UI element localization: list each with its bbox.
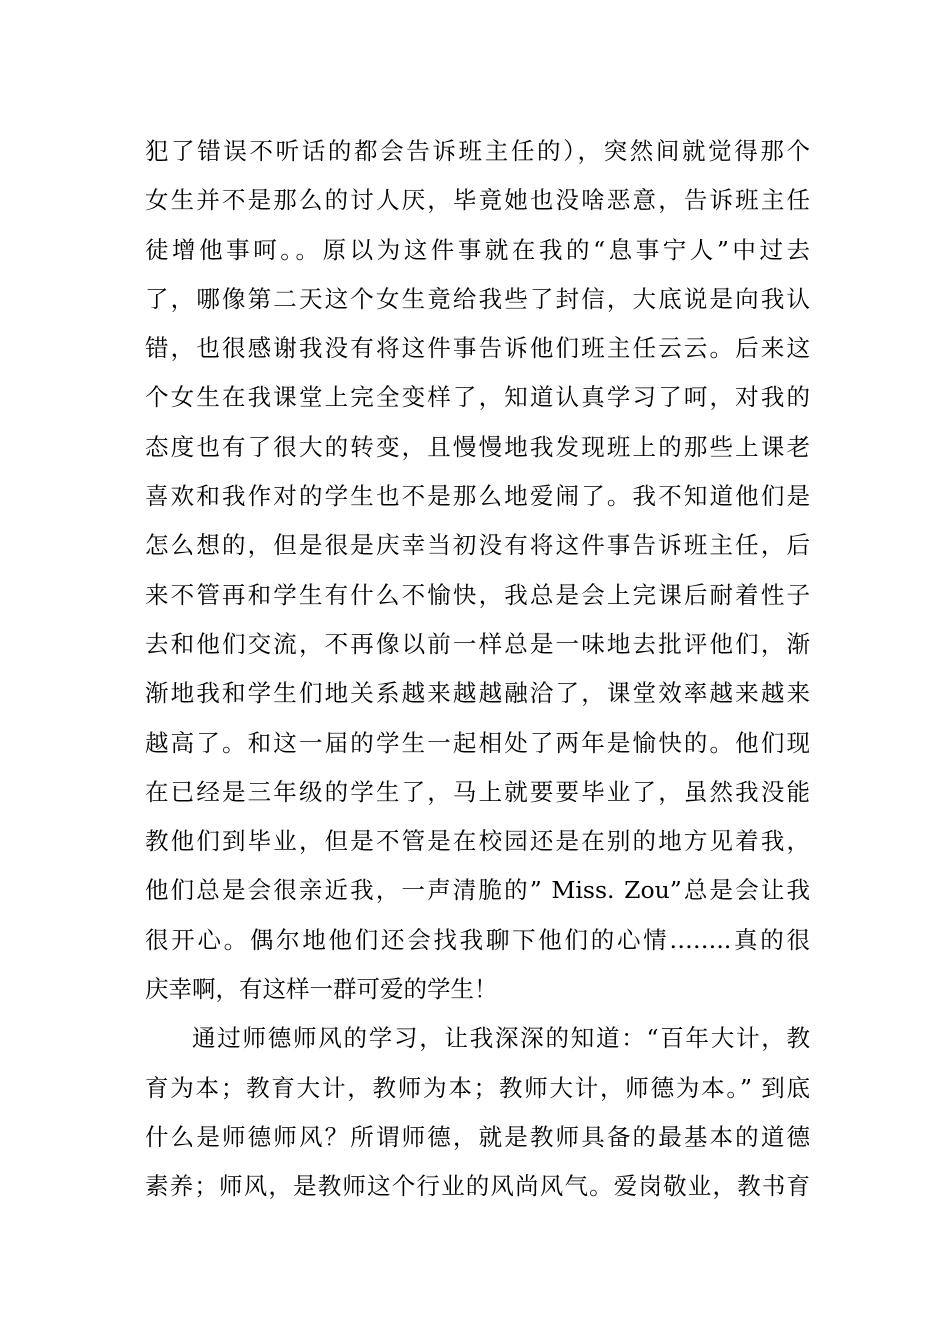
text-line: 喜欢和我作对的学生也不是那么地爱闹了。我不知道他们是 xyxy=(145,482,810,511)
text-line: 越高了。和这一届的学生一起相处了两年是愉快的。他们现 xyxy=(145,728,810,757)
text-line: 态度也有了很大的转变，且慢慢地我发现班上的那些上课老 xyxy=(145,432,810,461)
text-line: 怎么想的，但是很是庆幸当初没有将这件事告诉班主任，后 xyxy=(145,531,810,560)
text-line: 犯了错误不听话的都会告诉班主任的），突然间就觉得那个 xyxy=(145,137,810,165)
text-line: 了，哪像第二天这个女生竟给我些了封信，大底说是向我认 xyxy=(145,284,810,313)
text-line: 错，也很感谢我没有将这件事告诉他们班主任云云。后来这 xyxy=(145,334,810,363)
text-line: 很开心。偶尔地他们还会找我聊下他们的心情……..真的很 xyxy=(145,925,810,954)
paragraph-first-line: 通过师德师风的学习，让我深深的知道：“百年大计，教 xyxy=(192,1024,810,1053)
text-line: 在已经是三年级的学生了，马上就要要毕业了，虽然我没能 xyxy=(145,777,810,806)
text-line: 素养；师风，是教师这个行业的风尚风气。爱岗敬业，教书育 xyxy=(145,1172,810,1201)
text-line: 什么是师德师风？所谓师德，就是教师具备的最基本的道德 xyxy=(145,1122,810,1151)
text-line: 来不管再和学生有什么不愉快，我总是会上完课后耐着性子 xyxy=(145,580,810,609)
text-line: 徒增他事呵。。原以为这件事就在我的“息事宁人”中过去 xyxy=(145,235,810,264)
text-line: 教他们到毕业，但是不管是在校园还是在别的地方见着我， xyxy=(145,827,810,856)
text-line: 育为本；教育大计，教师为本；教师大计，师德为本。” 到底 xyxy=(145,1073,810,1102)
text-line: 他们总是会很亲近我，一声清脆的” Miss. Zou”总是会让我 xyxy=(145,876,810,905)
text-line: 去和他们交流，不再像以前一样总是一味地去批评他们，渐 xyxy=(145,629,810,658)
body-text xyxy=(145,127,810,1212)
text-line: 渐地我和学生们地关系越来越越融洽了，课堂效率越来越来 xyxy=(145,679,810,708)
text-line: 庆幸啊，有这样一群可爱的学生！ xyxy=(145,975,498,1004)
text-line: 女生并不是那么的讨人厌，毕竟她也没啥恶意，告诉班主任 xyxy=(145,186,810,215)
text-line: 个女生在我课堂上完全变样了，知道认真学习了呵，对我的 xyxy=(145,383,810,412)
